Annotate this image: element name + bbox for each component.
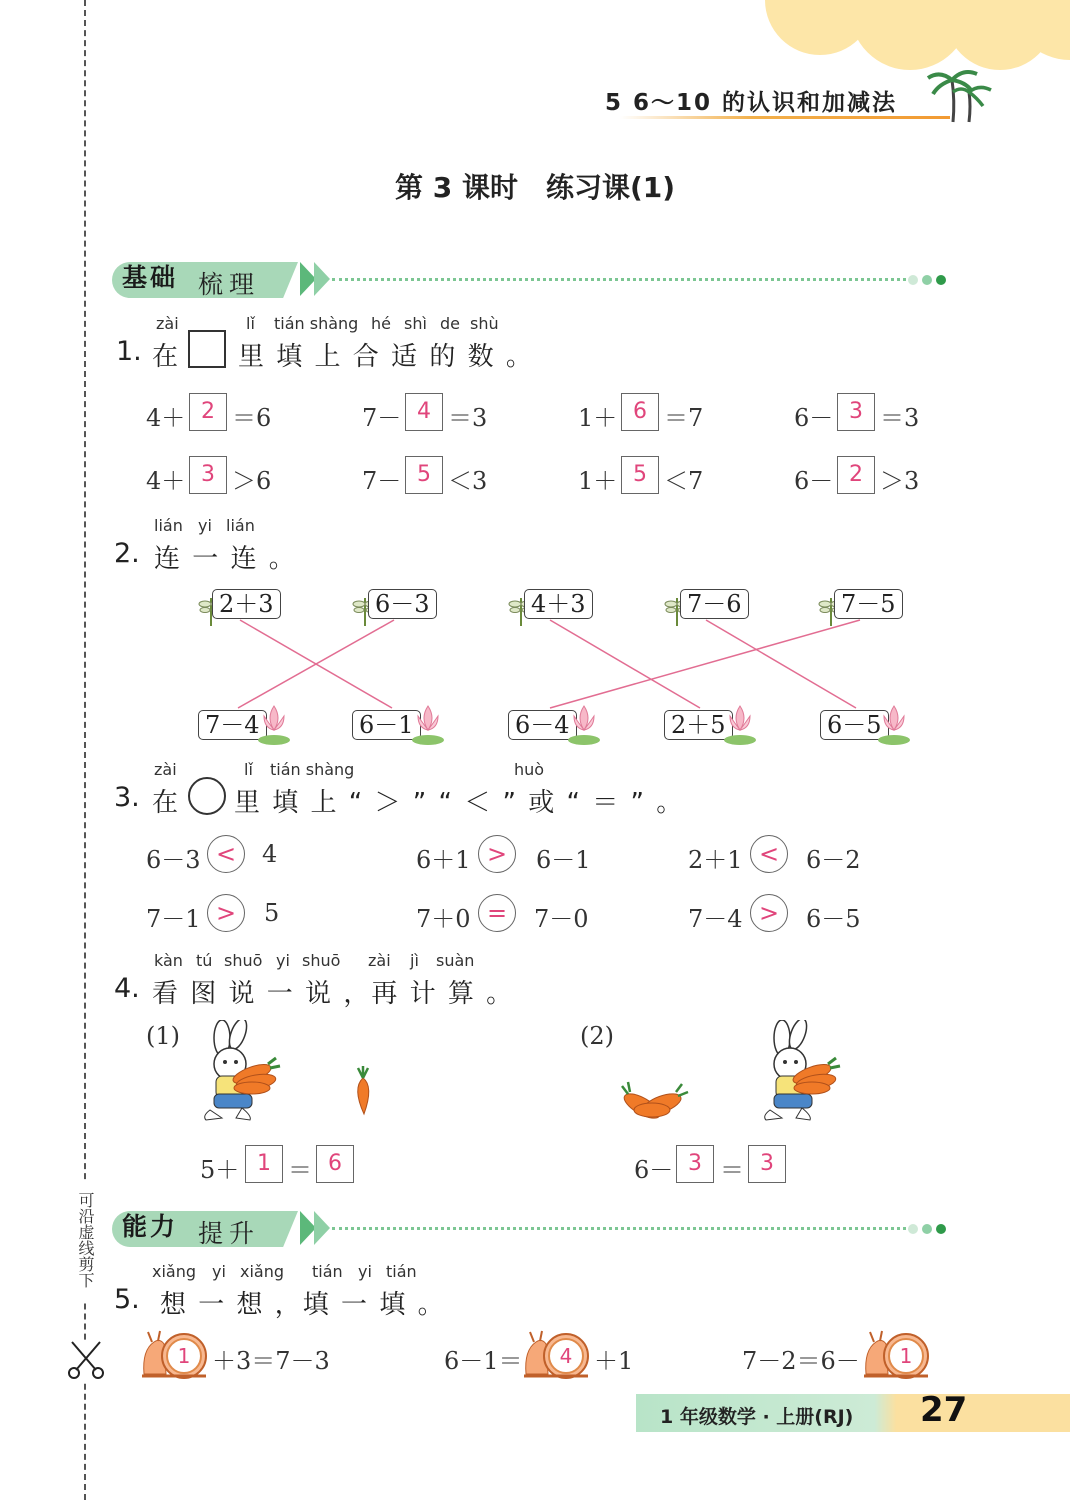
- answer-circle[interactable]: 1: [888, 1338, 924, 1374]
- equation-right: ＞3: [880, 467, 920, 495]
- equation-left: 1＋: [578, 404, 618, 432]
- answer-box[interactable]: 1: [245, 1145, 283, 1183]
- pinyin: yi: [276, 951, 290, 970]
- page-number: 27: [920, 1390, 968, 1430]
- equation-right: ＝6: [232, 404, 272, 432]
- question-number: 3.: [114, 782, 140, 813]
- equation-left: 4＋: [146, 404, 186, 432]
- question-number: 2.: [114, 538, 140, 569]
- pinyin: hé: [371, 314, 391, 333]
- equation-right: ＜7: [664, 467, 704, 495]
- pinyin: tú: [196, 951, 213, 970]
- pinyin: tián shàng: [270, 760, 355, 779]
- compare-right: 7－0: [534, 905, 589, 933]
- equation-right: ＞6: [232, 467, 272, 495]
- carrot-icon: [348, 1066, 378, 1120]
- compare-right: 5: [264, 899, 280, 927]
- pinyin: lián: [226, 516, 255, 535]
- answer-circle[interactable]: =: [478, 894, 516, 932]
- equation-right: ＋1: [594, 1347, 634, 1375]
- pinyin: zài: [156, 314, 179, 333]
- pinyin: yi: [212, 1262, 226, 1281]
- compare-right: 6－1: [536, 846, 591, 874]
- pinyin: tián: [386, 1262, 417, 1281]
- match-card-bottom[interactable]: 7－4: [198, 710, 267, 740]
- divider-dot: [922, 1224, 932, 1234]
- pinyin: huò: [514, 760, 545, 779]
- equation-right: ＝7: [664, 404, 704, 432]
- pinyin: lián: [154, 516, 183, 535]
- answer-circle[interactable]: >: [478, 835, 516, 873]
- pinyin: shuō: [224, 951, 263, 970]
- question-text: 连 一 连 。: [154, 544, 297, 574]
- answer-box[interactable]: 5: [621, 456, 659, 494]
- compare-left: 7－1: [146, 905, 201, 933]
- match-line: [550, 620, 700, 708]
- answer-circle[interactable]: >: [207, 894, 245, 932]
- section-banner-ability: [112, 1211, 298, 1247]
- banner-label-light: 提升: [198, 1219, 261, 1248]
- equals-sign: ＝: [720, 1156, 744, 1184]
- pinyin: tián shàng: [274, 314, 359, 333]
- lotus-icon: [876, 700, 912, 750]
- pinyin: kàn: [154, 951, 183, 970]
- banner-label-bold: 能力: [122, 1212, 179, 1241]
- question-text: 里 填 上 “ ＞ ” “ ＜ ” 或 “ ＝ ” 。: [234, 788, 685, 818]
- match-card-top[interactable]: 7－6: [680, 589, 749, 619]
- equation-left: 7－2＝6－: [742, 1347, 860, 1375]
- question-text: 看 图 说 一 说 ，再 计 算 。: [152, 979, 515, 1009]
- match-line: [550, 620, 860, 708]
- answer-circle[interactable]: 4: [548, 1338, 584, 1374]
- answer-box[interactable]: 2: [837, 456, 875, 494]
- lotus-icon: [410, 700, 446, 750]
- equals-sign: ＝: [288, 1156, 312, 1184]
- equation-right: ＋3＝7－3: [212, 1347, 330, 1375]
- answer-box[interactable]: 3: [676, 1145, 714, 1183]
- compare-left: 7＋0: [416, 905, 471, 933]
- match-card-top[interactable]: 6－3: [368, 589, 437, 619]
- match-card-top[interactable]: 4＋3: [524, 589, 593, 619]
- question-number: 1.: [116, 336, 142, 367]
- pinyin: xiǎng: [240, 1262, 285, 1281]
- answer-box[interactable]: 5: [405, 456, 443, 494]
- rabbit-with-carrots-icon: [752, 1020, 842, 1129]
- equation-right: ＝3: [880, 404, 920, 432]
- lotus-icon: [566, 700, 602, 750]
- answer-box[interactable]: 3: [189, 456, 227, 494]
- answer-box[interactable]: 6: [316, 1145, 354, 1183]
- equation-right: ＝3: [448, 404, 488, 432]
- pinyin: lǐ: [246, 314, 255, 333]
- lesson-title: 第 3 课时 练习课(1): [394, 171, 676, 204]
- match-card-top[interactable]: 2＋3: [212, 589, 281, 619]
- compare-left: 6－3: [146, 846, 201, 874]
- answer-circle[interactable]: >: [750, 894, 788, 932]
- divider-dot: [908, 1224, 918, 1234]
- banner-label-light: 梳理: [198, 270, 261, 299]
- compare-left: 6＋1: [416, 846, 471, 874]
- cut-note: 可沿虚线剪下: [72, 1180, 96, 1300]
- section-divider: [332, 1227, 912, 1230]
- pinyin: zài: [154, 760, 177, 779]
- answer-circle[interactable]: <: [750, 835, 788, 873]
- pinyin: shuō: [302, 951, 341, 970]
- pinyin: yi: [358, 1262, 372, 1281]
- equation-left: 7－: [362, 404, 402, 432]
- lotus-icon: [722, 700, 758, 750]
- match-card-bottom[interactable]: 6－4: [508, 710, 577, 740]
- pinyin: lǐ: [244, 760, 253, 779]
- blank-circle-sample: [188, 777, 226, 815]
- match-card-bottom[interactable]: 6－5: [820, 710, 889, 740]
- equation-left: 4＋: [146, 467, 186, 495]
- answer-box[interactable]: 3: [748, 1145, 786, 1183]
- answer-circle[interactable]: <: [207, 835, 245, 873]
- equation-left: 5＋: [200, 1156, 240, 1184]
- equation-right: ＜3: [448, 467, 488, 495]
- answer-box[interactable]: 4: [405, 393, 443, 431]
- pinyin: tián: [312, 1262, 343, 1281]
- book-label: 1 年级数学 · 上册(RJ): [660, 1406, 854, 1428]
- answer-circle[interactable]: 1: [166, 1338, 202, 1374]
- pinyin: jì: [410, 951, 419, 970]
- subquestion-label: (2): [580, 1022, 614, 1050]
- carrot-bunch-icon: [620, 1078, 690, 1132]
- pinyin: yi: [198, 516, 212, 535]
- lotus-icon: [256, 700, 292, 750]
- match-card-bottom[interactable]: 6－1: [352, 710, 421, 740]
- question-text: 在: [152, 788, 181, 818]
- pinyin: xiǎng: [152, 1262, 197, 1281]
- equation-left: 6－: [634, 1156, 674, 1184]
- compare-right: 6－2: [806, 846, 861, 874]
- match-card-top[interactable]: 7－5: [834, 589, 903, 619]
- pinyin: zài: [368, 951, 391, 970]
- match-line: [706, 620, 856, 708]
- compare-right: 4: [262, 840, 278, 868]
- rabbit-with-carrots-icon: [192, 1020, 282, 1129]
- subquestion-label: (1): [146, 1022, 180, 1050]
- compare-left: 2＋1: [688, 846, 743, 874]
- equation-left: 6－: [794, 404, 834, 432]
- question-text: 想 一 想 ，填 一 填 。: [160, 1290, 446, 1320]
- equation-left: 7－: [362, 467, 402, 495]
- banner-label-bold: 基础: [122, 263, 179, 292]
- equation-left: 6－: [794, 467, 834, 495]
- pinyin: shì: [404, 314, 427, 333]
- compare-left: 7－4: [688, 905, 743, 933]
- question-text: 里 填 上 合 适 的 数 。: [238, 342, 534, 372]
- equation-left: 1＋: [578, 467, 618, 495]
- pinyin: de: [440, 314, 460, 333]
- equation-left: 6－1＝: [444, 1347, 523, 1375]
- chapter-title: 5 6～10 的认识和加减法: [605, 90, 898, 116]
- answer-box[interactable]: 6: [621, 393, 659, 431]
- pinyin: shù: [470, 314, 499, 333]
- compare-right: 6－5: [806, 905, 861, 933]
- answer-box[interactable]: 2: [189, 393, 227, 431]
- answer-box[interactable]: 3: [837, 393, 875, 431]
- divider-dot: [936, 1224, 946, 1234]
- question-number: 4.: [114, 973, 140, 1004]
- banner-arrow-icon: [314, 1211, 330, 1245]
- match-card-bottom[interactable]: 2＋5: [664, 710, 733, 740]
- question-text: 在: [152, 342, 181, 372]
- pinyin: suàn: [436, 951, 475, 970]
- question-number: 5.: [114, 1284, 140, 1315]
